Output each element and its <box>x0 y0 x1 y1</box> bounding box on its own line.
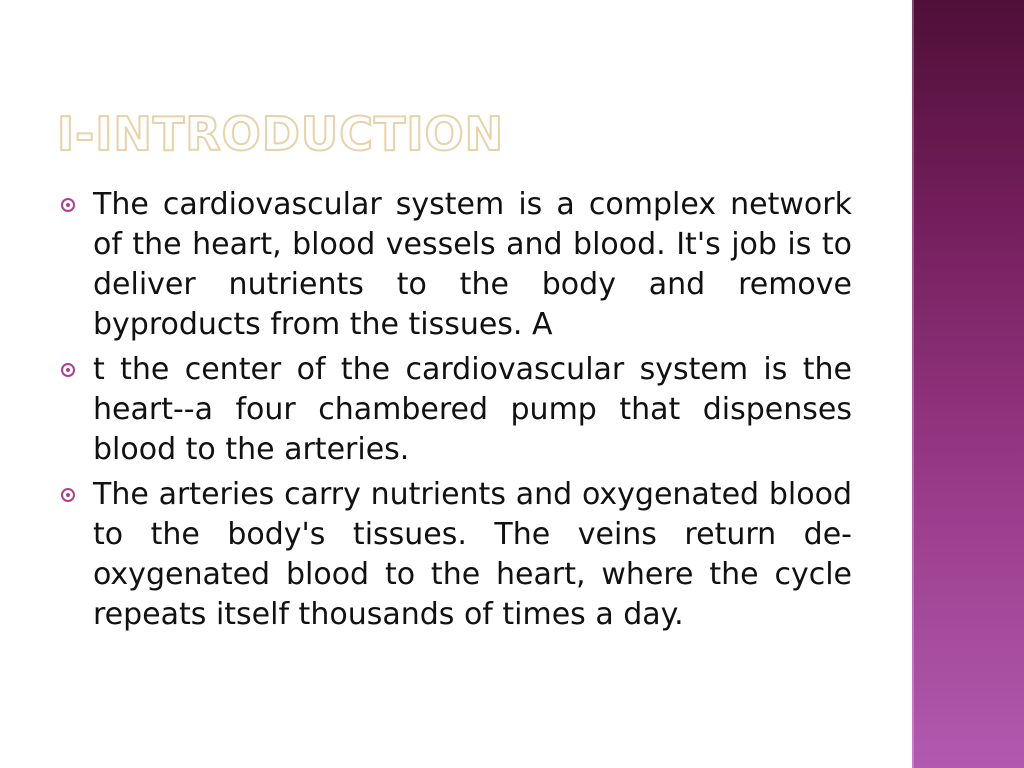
bullet-item <box>58 475 852 635</box>
bullet-circle-icon <box>61 198 75 212</box>
bullet-item <box>58 350 852 470</box>
bullet-text: The arteries carry nutrients and oxygenated blood to the body's tissues. The veins return de-oxygenated blood to the heart, where the cycle repeats itself thousands of times a day. <box>93 477 852 632</box>
bullet-text: t the center of the cardiovascular system is the heart--a four chambered pump that dispenses blood to the arteries. <box>93 352 852 467</box>
bullet-circle-icon <box>61 363 75 377</box>
side-band-edge <box>912 0 914 768</box>
slide-title: I-INTRODUCTION <box>57 107 505 161</box>
bullet-item <box>58 185 852 345</box>
side-decorative-band <box>912 0 1024 768</box>
bullet-text: The cardiovascular system is a complex network of the heart, blood vessels and blood. It's job is to deliver nutrients to the body and remove byproducts from the tissues. A <box>93 187 852 342</box>
bullet-list <box>58 185 852 640</box>
bullet-circle-icon <box>61 488 75 502</box>
